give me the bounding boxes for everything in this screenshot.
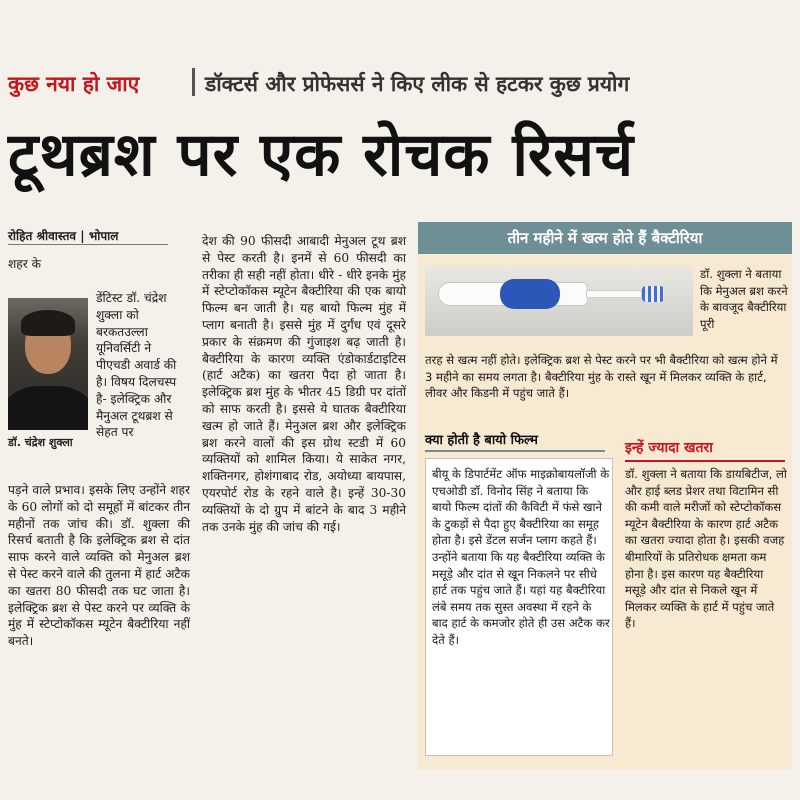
column1-body: पड़ने वाले प्रभाव। इसके लिए उन्होंने शहर के 60 लोगों को दो समूहों में बांटकर तीन महीनों तक जांच की। डॉ. शुक्ला की रिसर्च बताती है कि इलेक्ट्रिक ब्रश से दांत साफ करने वाले व्यक्ति को मेनुअल ब्रश से पेस्ट करने वाले की तुलना में हार्ट अटैक का खतरा 80 फीसदी तक घट जाता है। इलेक्ट्रिक ब्रश से पेस्ट करने पर व्यक्ति के मुंह में स्टेप्टोकॉकस म्यूटेन बैक्टीरिया नहीं बनते। (8, 483, 190, 649)
sidebar-text-right: डॉ. शुक्ला ने बताया कि मेनुअल ब्रश करने के बावजूद बैक्टीरिया पूरी (700, 267, 788, 331)
byline: रोहित श्रीवास्तव | भोपाल (8, 229, 119, 243)
photo-shirt (8, 386, 88, 430)
sidebar-band-title: तीन महीने में खत्म होते हैं बैक्टीरिया (507, 229, 703, 247)
photo-caption: डॉ. चंद्रेश शुक्ला (8, 436, 73, 449)
biofilm-heading: क्या होती है बायो फिल्म (425, 433, 538, 448)
toothbrush-neck (586, 290, 642, 298)
column1-intro-right: डेंटिस्ट डॉ. चंद्रेश शुक्ला को बरकतउल्ला यूनिवर्सिटी ने पीएचडी अवार्ड की है। विषय दिलचस्प है- इलेक्ट्रिक और मैनुअल टूथब्रश से सेहत पर (96, 291, 177, 440)
subhead: डॉक्टर्स और प्रोफेसर्स ने किए लीक से हटकर कुछ प्रयोग (205, 72, 630, 96)
risk-heading: इन्हें ज्यादा खतरा (625, 440, 713, 456)
column2-body: देश की 90 फीसदी आबादी मेनुअल टूथ ब्रश से पेस्ट करती है। इनमें से 60 फीसदी का तरीका ही सही नहीं होता। धीरे - धीरे इनके मुंह में स्टेप्टोकॉकस म्यूटेन बैक्टीरिया की एक बायो फिल्म बन जाती है। यह बायो फिल्म मुंह में प्लाग बनाती है। इससे मुंह में दुर्गंध एवं दूसरे प्रकार के संक्रमण की गुंजाइश बढ़ जाती है। बैक्टीरिया के कारण व्यक्ति एंडोकार्डटाइटिस (हार्ट अटैक) का खतरा पैदा हो जाता है। इलेक्ट्रिक ब्रश मुंह के भीतर 45 डिग्री पर दांतों को साफ करती है। इससे ये घातक बैक्टीरिया खत्म हो जाते हैं। मेनुअल ब्रश और इलेक्ट्रिक ब्रश करने वालों की इस ग्रोथ स्टडी में 60 व्यक्तियों को शामिल किया। ये साकेत नगर, शक्तिनगर, होशंगाबाद रोड, अयोध्या बायपास, एयरपोर्ट रोड के रहने वाले है। इन्हें 30-30 व्यक्तियों के दो ग्रुप में बांटने के बाद 3 महीने तक उनके मुंह की जांच की गई। (202, 234, 406, 534)
toothbrush-grip (500, 279, 560, 309)
toothbrush-head (642, 286, 664, 302)
biofilm-text: बीयू के डिपार्टमेंट ऑफ माइक्रोबायलॉजी के एचओडी डॉ. विनोद सिंह ने बताया कि बायो फिल्म दांतों की कैविटी में फंसे खाने के टुकड़ों से पैदा हुए बैक्टीरिया का समूह होता है। इसे डेंटल सर्जन प्लाग कहते हैं। उन्होंने बताया कि यह बैक्टीरिया व्यक्ति के मसूड़े और दांत से खून निकलने पर सीधे हार्ट तक पहुंच जाते हैं। यहां यह बैक्टीरिया लंबे समय तक सुस्त अवस्था में रहने के बाद हार्ट के कमजोर होते ही उस अटैक कर देते हैं। (432, 467, 610, 647)
risk-text: डॉ. शुक्ला ने बताया कि डायबिटीज, लो और हाई ब्लड प्रेशर तथा विटामिन सी की कमी वाले मरीजों को स्टेप्टोकॉकस म्यूटेन बैक्टीरिया के कारण हार्ट अटैक का खतरा ज्यादा होता है। इसकी वजह बीमारियों के प्रतिरोधक क्षमता कम होना है। इस कारण यह बैक्टीरिया मसूड़े और दांत से निकले खून में मिलकर व्यक्ति के हार्ट में पहुंच जाते हैं। (625, 467, 787, 631)
risk-heading-rule (625, 460, 785, 462)
kicker: कुछ नया हो जाए (8, 72, 140, 96)
byline-rule (8, 244, 168, 245)
column1-intro-left: शहर के (8, 257, 41, 271)
biofilm-heading-rule (425, 450, 605, 452)
sidebar-text-below: तरह से खत्म नहीं होते। इलेक्ट्रिक ब्रश से पेस्ट करने पर भी बैक्टीरिया को खत्म होने में 3 महीने का समय लगता है। बैक्टीरिया मुंह के रास्ते खून में मिलकर व्यक्ति के हार्ट, लीवर और किडनी में पहुंच जाते हैं। (425, 353, 778, 401)
kicker-divider (192, 68, 195, 96)
headline: टूथब्रश पर एक रोचक रिसर्च (8, 120, 635, 190)
photo-hair (21, 310, 75, 336)
author-photo (8, 298, 88, 430)
